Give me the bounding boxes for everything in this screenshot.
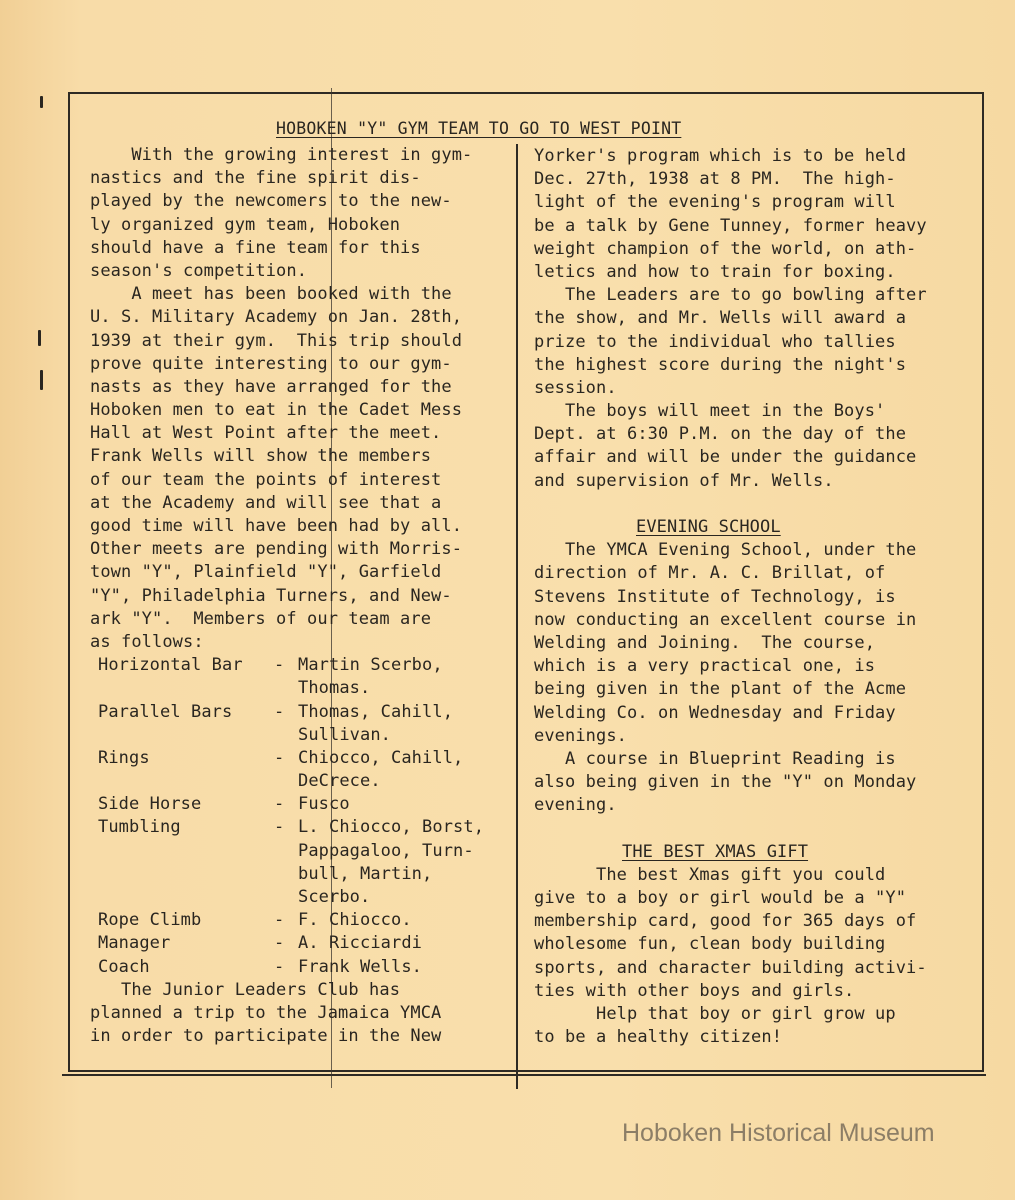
- text-line: nasts as they have arranged for the: [90, 376, 452, 397]
- edge-mark: [40, 96, 43, 108]
- text-line: affair and will be under the guidance: [534, 447, 917, 468]
- team-roster-row: [90, 886, 472, 909]
- text-line: should have a fine team for this: [90, 237, 421, 258]
- team-event-name: Coach: [98, 956, 150, 977]
- team-event-name: Rope Climb: [98, 910, 202, 931]
- text-line: The Leaders are to go bowling after: [534, 285, 927, 306]
- team-roster-row: [90, 816, 485, 839]
- edge-mark: [38, 330, 41, 346]
- text-line: in order to participate in the New: [90, 1026, 442, 1047]
- team-member-names: Pappagaloo, Turn-: [298, 840, 474, 861]
- text-line: season's competition.: [90, 260, 308, 281]
- text-line: membership card, good for 365 days of: [534, 911, 917, 932]
- text-line: the highest score during the night's: [534, 354, 907, 375]
- team-roster-row: [90, 932, 472, 955]
- team-event-name: Tumbling: [98, 817, 181, 838]
- team-member-names: F. Chiocco.: [298, 910, 412, 931]
- text-line: The best Xmas gift you could: [534, 864, 886, 885]
- text-line: direction of Mr. A. C. Brillat, of: [534, 563, 886, 584]
- text-line: as follows:: [90, 631, 204, 652]
- text-line: Hall at West Point after the meet.: [90, 423, 442, 444]
- text-line: Frank Wells will show the members: [90, 446, 432, 467]
- team-member-names: Frank Wells.: [298, 956, 423, 977]
- spacer: [534, 493, 927, 516]
- team-dash: -: [274, 956, 285, 977]
- right-column: [534, 145, 927, 1049]
- team-dash: -: [274, 817, 285, 838]
- text-line: the show, and Mr. Wells will award a: [534, 308, 907, 329]
- team-roster-row: [90, 793, 472, 816]
- spacer: [534, 817, 927, 840]
- team-event-name: Manager: [98, 933, 171, 954]
- team-member-names: L. Chiocco, Borst,: [298, 817, 485, 838]
- text-line: The boys will meet in the Boys': [534, 401, 886, 422]
- text-line: Hoboken men to eat in the Cadet Mess: [90, 400, 463, 421]
- text-line: U. S. Military Academy on Jan. 28th,: [90, 307, 463, 328]
- text-line: "Y", Philadelphia Turners, and New-: [90, 585, 452, 606]
- team-dash: -: [274, 794, 285, 815]
- left-column: [90, 144, 485, 1048]
- text-line: at the Academy and will see that a: [90, 492, 442, 513]
- text-line: sports, and character building activi-: [534, 957, 927, 978]
- team-member-names: Chiocco, Cahill,: [298, 747, 464, 768]
- text-line: Welding and Joining. The course,: [534, 632, 876, 653]
- text-line: ly organized gym team, Hoboken: [90, 214, 401, 235]
- team-member-names: A. Ricciardi: [298, 933, 423, 954]
- team-event-name: Parallel Bars: [98, 701, 233, 722]
- text-line: With the growing interest in gym-: [90, 145, 473, 165]
- team-member-names: DeCrece.: [298, 771, 381, 792]
- team-roster-row: [90, 909, 472, 932]
- team-dash: -: [274, 655, 285, 676]
- text-line: of our team the points of interest: [90, 469, 442, 490]
- team-roster-row: [90, 724, 472, 747]
- text-line: evenings.: [534, 725, 628, 746]
- team-roster-row: [90, 747, 472, 770]
- text-line: The Junior Leaders Club has: [90, 979, 401, 1000]
- team-dash: -: [274, 933, 285, 954]
- team-roster-row: [90, 863, 472, 886]
- text-line: which is a very practical one, is: [534, 656, 876, 677]
- text-line: Dec. 27th, 1938 at 8 PM. The high-: [534, 169, 896, 190]
- text-line: wholesome fun, clean body building: [534, 934, 886, 955]
- text-line: The YMCA Evening School, under the: [534, 540, 917, 561]
- text-line: evening.: [534, 795, 617, 816]
- team-roster-row: [90, 701, 472, 724]
- article-title: HOBOKEN "Y" GYM TEAM TO GO TO WEST POINT: [276, 119, 682, 138]
- museum-watermark: Hoboken Historical Museum: [622, 1119, 935, 1147]
- team-roster-row: [90, 840, 472, 863]
- text-line: nastics and the fine spirit dis-: [90, 168, 421, 189]
- text-line: being given in the plant of the Acme: [534, 679, 907, 700]
- text-line: Welding Co. on Wednesday and Friday: [534, 702, 896, 723]
- text-line: letics and how to train for boxing.: [534, 261, 896, 282]
- text-line: Yorker's program which is to be held: [534, 146, 907, 166]
- team-member-names: Fusco: [298, 794, 350, 815]
- team-roster-row: [90, 677, 472, 700]
- text-line: light of the evening's program will: [534, 192, 896, 213]
- text-line: Other meets are pending with Morris-: [90, 539, 463, 560]
- text-line: now conducting an excellent course in: [534, 609, 917, 630]
- text-line: also being given in the "Y" on Monday: [534, 772, 917, 793]
- section-heading-evening-school: EVENING SCHOOL: [636, 517, 781, 537]
- section-heading-xmas-gift: THE BEST XMAS GIFT: [622, 841, 809, 862]
- team-roster-row: [90, 654, 472, 677]
- team-event-name: Rings: [98, 747, 150, 768]
- team-event-name: Side Horse: [98, 794, 202, 815]
- team-dash: -: [274, 701, 285, 722]
- frame-bottom-rule: [62, 1074, 986, 1076]
- team-roster-row: [90, 770, 472, 793]
- team-member-names: Scerbo.: [298, 887, 371, 907]
- team-dash: -: [274, 910, 285, 931]
- team-roster-row: [90, 956, 472, 979]
- text-line: prize to the individual who tallies: [534, 331, 896, 352]
- team-member-names: Thomas, Cahill,: [298, 701, 454, 722]
- text-line: ark "Y". Members of our team are: [90, 608, 432, 629]
- text-line: Stevens Institute of Technology, is: [534, 586, 896, 607]
- text-line: give to a boy or girl would be a "Y": [534, 888, 907, 908]
- team-member-names: Martin Scerbo,: [298, 655, 443, 676]
- text-line: A meet has been booked with the: [90, 284, 452, 305]
- text-line: Help that boy or girl grow up: [534, 1003, 896, 1024]
- text-line: Dept. at 6:30 P.M. on the day of the: [534, 424, 907, 445]
- text-line: played by the newcomers to the new-: [90, 191, 452, 212]
- team-member-names: Thomas.: [298, 678, 371, 699]
- text-line: planned a trip to the Jamaica YMCA: [90, 1002, 442, 1023]
- text-line: weight champion of the world, on ath-: [534, 238, 917, 259]
- text-line: to be a healthy citizen!: [534, 1027, 783, 1048]
- column-divider: [516, 144, 518, 1089]
- text-line: ties with other boys and girls.: [534, 980, 855, 1001]
- team-event-name: Horizontal Bar: [98, 655, 243, 676]
- text-line: town "Y", Plainfield "Y", Garfield: [90, 562, 442, 583]
- team-member-names: bull, Martin,: [298, 863, 433, 884]
- text-line: be a talk by Gene Tunney, former heavy: [534, 215, 927, 236]
- text-line: and supervision of Mr. Wells.: [534, 470, 834, 491]
- text-line: A course in Blueprint Reading is: [534, 748, 896, 769]
- team-member-names: Sullivan.: [298, 724, 392, 745]
- text-line: session.: [534, 377, 617, 398]
- edge-mark: [40, 370, 43, 390]
- team-dash: -: [274, 747, 285, 768]
- text-line: good time will have been had by all.: [90, 516, 463, 536]
- text-line: prove quite interesting to our gym-: [90, 353, 452, 374]
- text-line: 1939 at their gym. This trip should: [90, 330, 463, 351]
